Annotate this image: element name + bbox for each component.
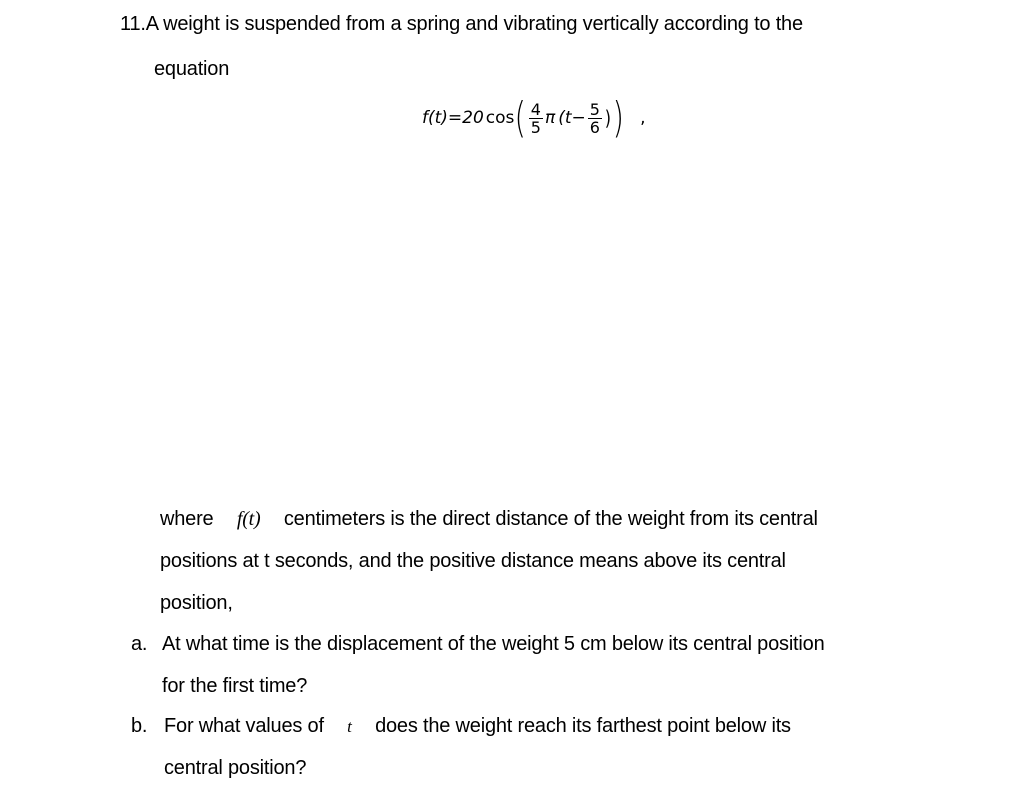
equation-lhs: f(t)=20: [422, 108, 484, 128]
equation-comma: ,: [640, 108, 646, 128]
part-b-variable: t: [347, 717, 352, 736]
description-where: where: [160, 508, 214, 530]
fraction-1-numerator: 4: [530, 99, 541, 119]
part-b-text-after: does the weight reach its farthest point below its: [375, 715, 791, 737]
description-line-1: [160, 507, 818, 531]
part-b-text-before: For what values of: [164, 715, 324, 737]
question-text-1: A weight is suspended from a spring and vibrating vertically according to the: [145, 13, 803, 35]
equation-pi: π: [544, 108, 556, 128]
part-b-line-1: [164, 714, 791, 739]
equation-inner-close: ): [604, 106, 611, 130]
equation: [422, 88, 646, 148]
fraction-1-denominator: 5: [530, 117, 541, 137]
part-a-line-1: At what time is the displacement of the weight 5 cm below its central position: [162, 633, 825, 655]
part-b-label: b.: [131, 715, 148, 737]
question-line-1: [120, 12, 803, 36]
question-line-2: equation: [154, 58, 230, 80]
equation-close-paren: ): [612, 93, 624, 142]
part-b-line-2: central position?: [164, 757, 307, 779]
equation-open-paren: (: [514, 93, 527, 142]
equation-t-minus: (t−: [558, 108, 586, 128]
description-rest: centimeters is the direct distance of the weight from its central: [283, 508, 818, 530]
fraction-2-numerator: 5: [589, 99, 600, 119]
equation-cos: cos: [485, 108, 515, 128]
description-line-3: position,: [160, 592, 233, 614]
description-line-2: positions at t seconds, and the positive distance means above its central: [160, 550, 786, 572]
part-a-label: a.: [131, 633, 148, 655]
equation-fraction-1: [529, 101, 543, 136]
question-number: 11.: [120, 13, 146, 35]
equation-fraction-2: [588, 101, 602, 136]
fraction-2-denominator: 6: [589, 117, 600, 137]
part-a-line-2: for the first time?: [162, 675, 308, 697]
description-ft: f(t): [236, 508, 261, 530]
